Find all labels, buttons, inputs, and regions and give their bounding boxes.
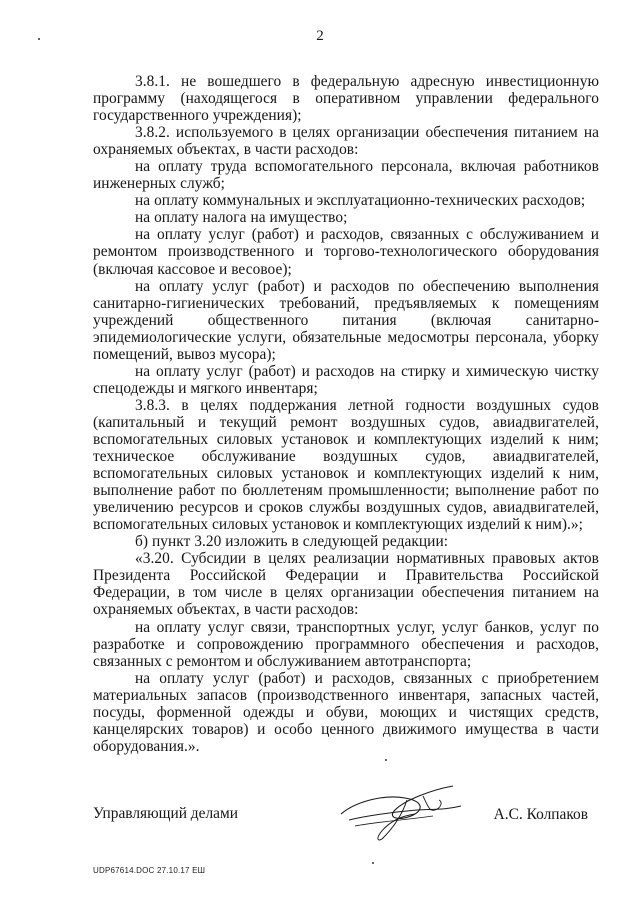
document-body: [93, 73, 599, 755]
paragraph-equipment-maintenance: на оплату услуг (работ) и расходов, связанных с обслуживанием и ремонтом производственного и торгово-технологического оборудования (включая кассовое и весовое);: [93, 226, 599, 278]
scan-speck: [38, 38, 40, 40]
paragraph-property-tax: на оплату налога на имущество;: [135, 209, 348, 227]
scan-speck: [385, 759, 387, 761]
paragraph-sanitary: на оплату услуг (работ) и расходов по обеспечению выполнения санитарно-гигиенических требований, предъявляемых к помещениям учреждений общественного питания (включая санитарно-эпидемиологические услуги, обязательные медосмотры персонала, уборку помещений, вывоз мусора);: [93, 277, 599, 363]
paragraph-3-8-3: 3.8.3. в целях поддержания летной годности воздушных судов (капитальный и текущий ремонт воздушных судов, авиадвигателей, вспомогательных силовых установок и комплектующих изделий к ним; техническое обслуживание воздушных судов, авиадвигателей, вспомогательных силовых установок и комплектующих изделий к ним, выполнение работ по бюллетеням промышленности; выполнение работ по увеличению ресурсов и сроков службы воздушных судов, авиадвигателей, вспомогательных силовых установок и комплектующих изделий к ним).»;: [93, 396, 599, 534]
signature-block: [93, 788, 599, 848]
paragraph-communication-services: на оплату услуг связи, транспортных услуг, услуг банков, услуг по разработке и сопровождению программного обеспечения и расходов, связанных с ремонтом и обслуживанием автотранспорта;: [93, 618, 599, 670]
paragraph-3-20: «3.20. Субсидии в целях реализации нормативных правовых актов Президента Российской Федерации и Правительства Российской Федерации, в том числе в целях организации обеспечения питанием на охраняемых объектах, в части расходов:: [93, 550, 599, 619]
paragraph-3-8-1: 3.8.1. не вошедшего в федеральную адресную инвестиционную программу (находящегося в оперативном управлении федерального государственного учреждения);: [93, 73, 599, 125]
page-number: 2: [316, 28, 324, 44]
paragraph-labor-costs: на оплату труда вспомогательного персонала, включая работников инженерных служб;: [93, 158, 599, 193]
paragraph-material-supplies: на оплату услуг (работ) и расходов, связанных с приобретением материальных запасов (производственного инвентаря, запасных частей, посуды, форменной одежды и обуви, моющих и чистящих средств, канцелярских товаров) и особо ценного движимого имущества в части оборудования.».: [93, 669, 599, 755]
document-code: UDP67614.DOC 27.10.17 ЕШ: [93, 866, 206, 875]
signatory-name: А.С. Колпаков: [493, 806, 588, 823]
paragraph-utilities: на оплату коммунальных и эксплуатационно-технических расходов;: [135, 192, 586, 210]
scan-speck: [372, 862, 374, 864]
paragraph-laundry: на оплату услуг (работ) и расходов на стирку и химическую чистку спецодежды и мягкого инвентаря;: [93, 362, 599, 397]
signatory-role: Управляющий делами: [93, 805, 238, 822]
paragraph-item-b: б) пункт 3.20 изложить в следующей редакции:: [135, 533, 449, 551]
handwritten-signature: [335, 780, 467, 844]
paragraph-3-8-2: 3.8.2. используемого в целях организации обеспечения питанием на охраняемых объектах, в части расходов:: [93, 124, 599, 159]
